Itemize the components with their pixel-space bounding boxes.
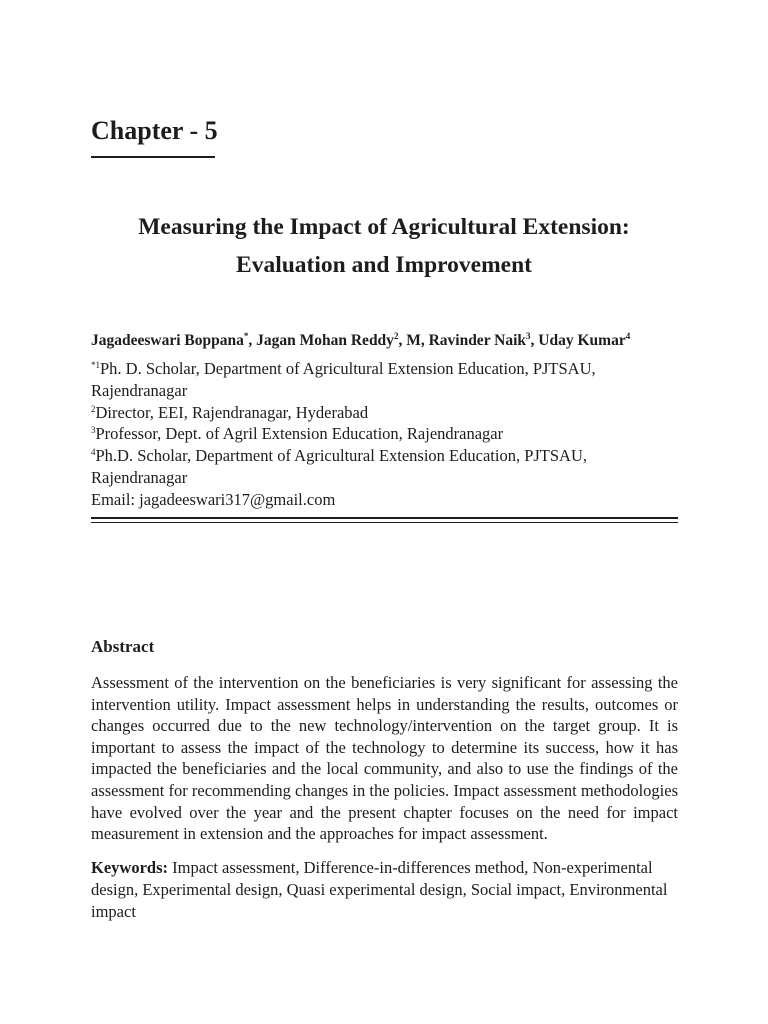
affiliation-mark: *1 <box>91 360 100 370</box>
affiliation-mark: 2 <box>91 403 96 414</box>
affiliation-item <box>91 445 681 489</box>
affiliation-mark: 3 <box>91 425 96 436</box>
author-list: Jagadeeswari Boppana*, Jagan Mohan Reddy$^2$, M, Ravinder Naik$^3$, Uday Kumar$^4$ <box>91 331 631 349</box>
author-name: Jagan Mohan Reddy <box>256 332 394 349</box>
affiliation-item <box>91 402 681 424</box>
author-name: M, Ravinder Naik <box>406 332 527 349</box>
affiliation-item <box>91 423 681 445</box>
author-mark: 3 <box>526 331 531 341</box>
author-mark: 2 <box>393 331 399 341</box>
chapter-underline <box>91 156 215 158</box>
author-mark: * <box>243 331 249 341</box>
keywords <box>91 857 678 923</box>
affiliation-mark: 4 <box>91 447 96 458</box>
abstract-body: Assessment of the intervention on the beneficiaries is very significant for assessing the intervention utility. Impact assessment helps in understanding the results, outcomes or changes occurred due to the new technology/intervention on the target group. It is important to assess the impact of the technology to determine its success, how it has impacted the beneficiaries and the local community, and also to use the findings of the assessment for recommending changes in the policies. Impact assessment methodologies have evolved over the year and the present chapter focuses on the need for impact measurement in extension and the approaches for impact assessment. <box>91 673 678 844</box>
chapter-title-line-1: Measuring the Impact of Agricultural Extension: <box>138 214 630 240</box>
section-divider-thin <box>91 522 678 523</box>
section-divider-thick <box>91 517 678 519</box>
author-name: Uday Kumar <box>538 332 626 349</box>
affiliation-text: Ph. D. Scholar, Department of Agricultural Extension Education, PJTSAU, Rajendranagar <box>91 359 596 400</box>
chapter-title <box>60 208 708 284</box>
affiliation-text: Ph.D. Scholar, Department of Agricultural Extension Education, PJTSAU, Rajendranagar <box>91 446 588 487</box>
abstract-heading: Abstract <box>91 637 155 656</box>
chapter-title-line-2: Evaluation and Improvement <box>236 252 532 278</box>
chapter-heading: Chapter - 5 <box>91 116 218 145</box>
affiliation-list <box>91 358 681 511</box>
email[interactable]: Email: jagadeeswari317@gmail.com <box>91 489 336 509</box>
affiliation-item <box>91 358 681 402</box>
author-name: Jagadeeswari Boppana <box>91 332 244 349</box>
author-mark: 4 <box>625 331 631 341</box>
affiliation-text: Professor, Dept. of Agril Extension Education, Rajendranagar <box>95 424 504 444</box>
affiliation-text: Director, EEI, Rajendranagar, Hyderabad <box>95 402 369 422</box>
keywords-text: Impact assessment, Difference-in-differences method, Non-experimental design, Experimental design, Quasi experimental design, Social impact, Environmental impact <box>91 858 668 921</box>
keywords-label: Keywords: <box>91 858 168 877</box>
